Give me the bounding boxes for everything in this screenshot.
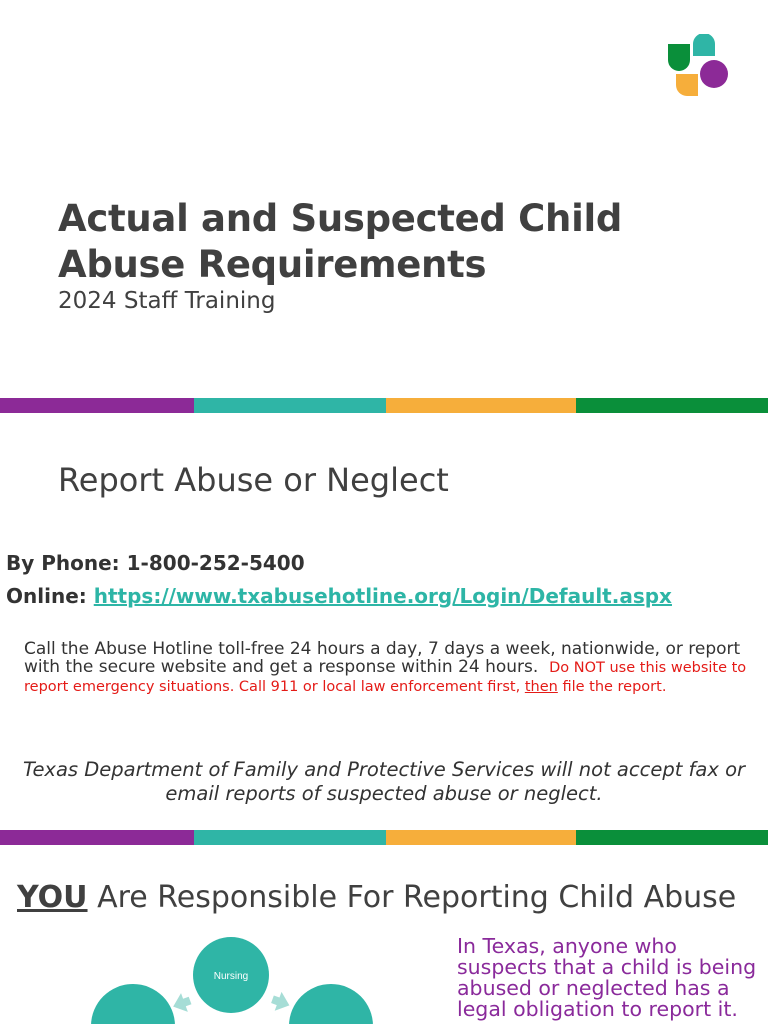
color-divider (0, 830, 768, 845)
warning-then: then (524, 679, 558, 695)
report-heading: Report Abuse or Neglect (58, 461, 449, 499)
heading-you: YOU (17, 880, 88, 915)
online-line (6, 580, 672, 613)
arrow-right-icon (269, 990, 293, 1015)
heading-rest: Are Responsible For Reporting Child Abuse (97, 880, 737, 915)
organization-logo (666, 34, 730, 98)
hotline-description (24, 640, 760, 696)
logo-orange-shape (676, 74, 698, 96)
body-text: Call the Abuse Hotline toll-free 24 hours a day, 7 days a week, nationwide, or report with the secure website and get a response within 24 hours. (24, 639, 741, 677)
logo-green-shape (668, 44, 690, 71)
title-line-2: Abuse Requirements (58, 243, 487, 286)
legal-obligation-callout: In Texas, anyone who suspects that a child is being abused or neglected has a legal obligation to report it. (457, 934, 757, 1021)
responsibility-heading (17, 880, 736, 915)
responsibility-slide (0, 846, 768, 1024)
fax-email-note: Texas Department of Family and Protective Services will not accept fax or email reports of suspected abuse or neglect. (22, 758, 746, 805)
slide-subtitle: 2024 Staff Training (58, 288, 276, 314)
logo-teal-shape (693, 34, 715, 56)
report-slide (0, 413, 768, 830)
title-line-1: Actual and Suspected Child (58, 197, 623, 240)
title-slide (0, 0, 768, 398)
diagram-node-left (91, 984, 175, 1024)
slide-title (58, 196, 738, 288)
online-label: Online: (6, 584, 87, 608)
logo-purple-circle (700, 60, 728, 88)
cycle-diagram (80, 936, 380, 1024)
phone-line: By Phone: 1-800-252-5400 (6, 551, 305, 575)
warning-text: Do NOT use this website to report emergency situations. Call 911 or local law enforcement first, then file the report. (24, 660, 747, 695)
contact-info (6, 547, 672, 613)
arrow-left-icon (170, 991, 194, 1016)
color-divider (0, 398, 768, 413)
diagram-node-label: Nursing (213, 971, 249, 982)
hotline-link[interactable]: https://www.txabusehotline.org/Login/Default.aspx (93, 584, 672, 608)
diagram-node-right (289, 984, 373, 1024)
